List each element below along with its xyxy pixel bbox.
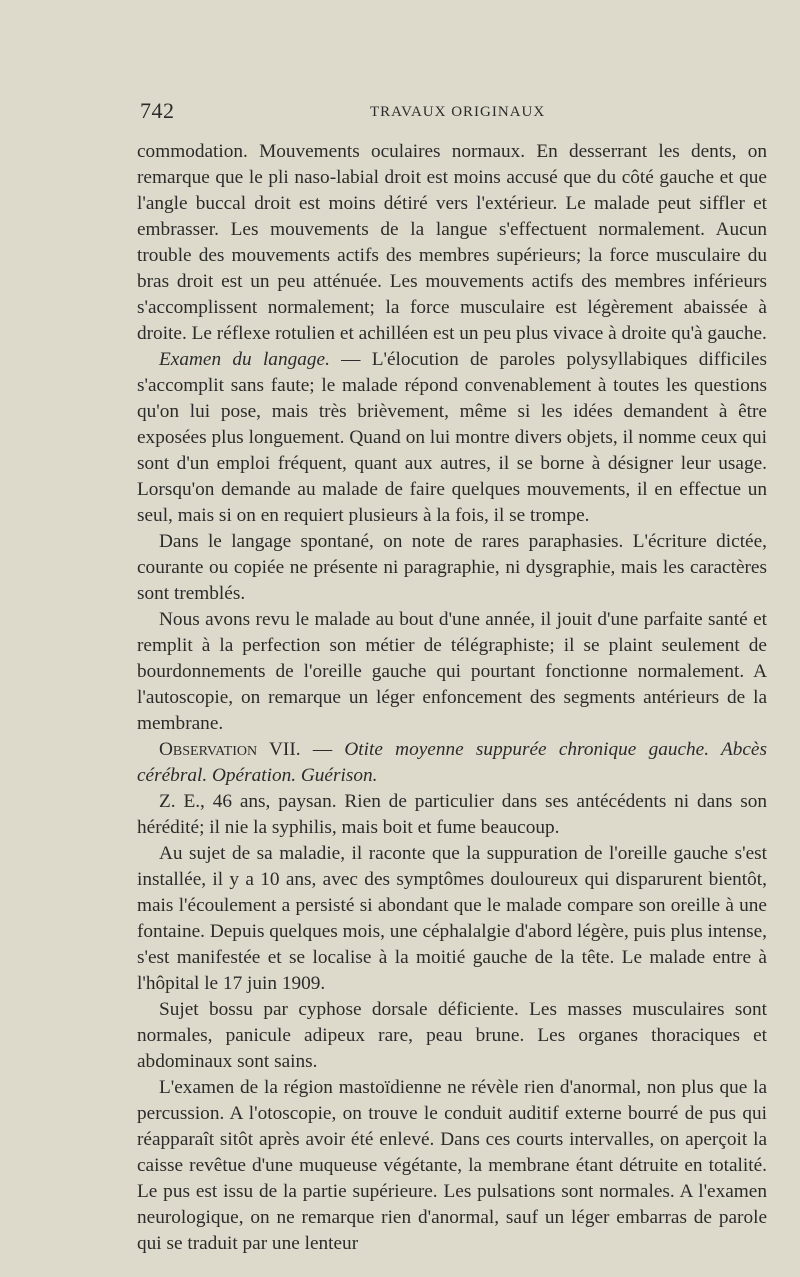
observation-dash: — (300, 739, 345, 760)
section-heading-language-exam: Examen du langage. (159, 349, 330, 370)
observation-title: Otite moyenne suppurée chronique gauche. Abcès cérébral. Opération. Guérison. (137, 739, 767, 786)
paragraph-illness-history: Au sujet de sa maladie, il raconte que la suppuration de l'oreille gauche s'est installée, il y a 10 ans, avec des symptômes douloureux qui disparurent bientôt, mais l'écoulement a persisté si abondant que le malade compare son oreille à une fontaine. Depuis quelques mois, une céphalalgie d'abord légère, puis plus intense, s'est manifestée et se localise à la moitié gauche de la tête. Le malade entre à l'hôpital le 17 juin 1909. (137, 843, 767, 994)
page-body (137, 139, 767, 1257)
observation-label: Observation VII. (159, 739, 301, 760)
paragraph-mastoid-exam: L'examen de la région mastoïdienne ne révèle rien d'anormal, non plus que la percussion. A l'otoscopie, on trouve le conduit auditif externe bourré de pus qui réapparaît sitôt après avoir été enlevé. Dans ces courts intervalles, on aperçoit la caisse revêtue d'une muqueuse végétante, la membrane étant détruite en totalité. Le pus est issu de la partie supérieure. Les pulsations sont normales. A l'examen neurologique, on ne remarque rien d'anormal, sauf un léger embarras de parole qui se traduit par une lenteur (137, 1077, 767, 1254)
paragraph-spontaneous-language: Dans le langage spontané, on note de rares paraphasies. L'écriture dictée, courante ou copiée ne présente ni paragraphie, ni dysgraphie, mais les caractères sont tremblés. (137, 531, 767, 604)
paragraph-general-state: Sujet bossu par cyphose dorsale déficiente. Les masses musculaires sont normales, panicule adipeux rare, peau brune. Les organes thoraciques et abdominaux sont sains. (137, 999, 767, 1072)
paragraph-language-exam (137, 347, 767, 529)
page-header (140, 98, 770, 128)
paragraph-follow-up: Nous avons revu le malade au bout d'une année, il jouit d'une parfaite santé et remplit à la perfection son métier de télégraphiste; il se plaint seulement de bourdonnements de l'oreille gauche qui pourtant fonctionne normalement. A l'autoscopie, on remarque un léger enfoncement des segments antérieurs de la membrane. (137, 609, 767, 734)
running-title: TRAVAUX ORIGINAUX (370, 104, 546, 120)
page-number: 742 (140, 98, 175, 123)
observation-heading (137, 737, 767, 789)
language-exam-text: — L'élocution de paroles polysyllabiques difficiles s'accomplit sans faute; le malade répond convenablement à toutes les questions qu'on lui pose, mais très brièvement, même si les idées demandent à être exposées plus longuement. Quand on lui montre divers objets, il nomme ceux qui sont d'un emploi fréquent, quant aux autres, il se borne à désigner leur usage. Lorsqu'on demande au malade de faire quelques mouvements, il en effectue un seul, mais si on en requiert plusieurs à la fois, il se trompe. (137, 349, 767, 526)
paragraph-case-history: Z. E., 46 ans, paysan. Rien de particulier dans ses antécédents ni dans son hérédité; il nie la syphilis, mais boit et fume beaucoup. (137, 791, 767, 838)
paragraph-continuation: commodation. Mouvements oculaires normaux. En desserrant les dents, on remarque que le pli naso-labial droit est moins accusé que du côté gauche et que l'angle buccal droit est moins détiré vers l'extérieur. Le malade peut siffler et embrasser. Les mouvements de la langue s'effectuent normalement. Aucun trouble des mouvements actifs des membres supérieurs; la force musculaire du bras droit est un peu atténuée. Les mouvements actifs des membres inférieurs s'accomplissent normalement; la force musculaire est légèrement abaissée à droite. Le réflexe rotulien et achilléen est un peu plus vivace à droite qu'à gauche. (137, 141, 767, 344)
